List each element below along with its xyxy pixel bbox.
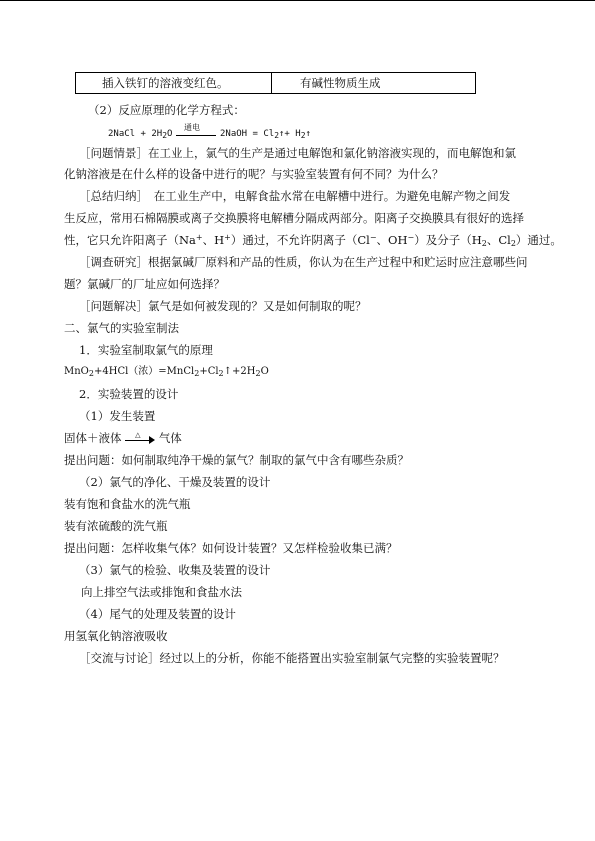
- summary-line-2: 生反应，常用石棉隔膜或离子交换膜将电解槽分隔成两部分。阳离子交换膜具有很好的选择: [64, 211, 524, 225]
- question-2: 提出问题：怎样收集气体？如何设计装置？又怎样检验收集已满？: [64, 541, 398, 555]
- collect-heading: （3）氯气的检验、收集及装置的设计: [79, 563, 271, 577]
- purify-heading: （2）氯气的净化、干燥及装置的设计: [79, 475, 271, 489]
- summary-line-3: 性，它只允许阳离子（Na+、H+）通过，不允许阴离子（Cl−、OH−）及分子（$H_2$、$Cl_2$）通过。: [64, 233, 562, 248]
- problem-solve: ［问题解决］氯气是如何被发现的？又是如何制取的呢？: [79, 299, 367, 313]
- problem-scene-line-1: ［问题情景］在工业上，氯气的生产是通过电解饱和氯化钠溶液实现的，而电解饱和氯: [79, 146, 516, 160]
- result-table-row: [75, 72, 476, 94]
- collect-method: 向上排空气法或排饱和食盐水法: [81, 585, 242, 599]
- eq-left-sub: 2: [162, 131, 168, 140]
- lab-equation: MnO$_2$+4HCl（浓）$=MnCl_2+Cl_2↑+2H_2O$: [64, 366, 269, 378]
- survey-line-1: ［调查研究］根据氯碱厂原料和产品的性质，你认为在生产过程中和贮运时应注意哪些问: [79, 255, 528, 269]
- discussion: ［交流与讨论］经过以上的分析，你能不能搭置出实验室制氯气完整的实验装置呢？: [79, 651, 505, 665]
- heat-arrow: △: [125, 432, 155, 446]
- eq-right: 2NaOH = Cl: [220, 129, 275, 139]
- eq-condition-arrow: [176, 124, 218, 144]
- wash-bottle-brine: 装有饱和食盐水的洗气瓶: [64, 497, 191, 511]
- eq-left-tail: O: [167, 129, 173, 139]
- page-top-border: [0, 0, 595, 1]
- absorb-method: 用氢氧化钠溶液吸收: [64, 629, 168, 643]
- eq-condition: 通电: [184, 123, 200, 132]
- survey-line-2: 题？氯碱厂的厂址应如何选择？: [64, 277, 225, 291]
- tail-gas-heading: （4）尾气的处理及装置的设计: [79, 607, 236, 621]
- generator-heading: （1）发生装置: [79, 409, 156, 423]
- item-1-heading: 1．实验室制取氯气的原理: [79, 343, 213, 357]
- problem-scene-line-2: 化钠溶液是在什么样的设备中进行的呢？与实验室装置有何不同？为什么？: [64, 167, 444, 181]
- question-1: 提出问题：如何制取纯净干燥的氯气？制取的氯气中含有哪些杂质？: [64, 453, 409, 467]
- eq-left: 2NaCl + 2H: [108, 129, 163, 139]
- item-2-heading: 2．实验装置的设计: [79, 387, 179, 401]
- wash-bottle-sulfuric: 装有浓硫酸的洗气瓶: [64, 519, 168, 533]
- solid-liquid-heat-gas: 固体＋液体 △ 气体: [64, 431, 182, 445]
- table-cell-phenomenon: 插入铁钉的溶液变红色。: [76, 73, 272, 93]
- table-cell-conclusion: 有碱性物质生成: [300, 76, 381, 90]
- summary-line-1: ［总结归纳］ 在工业生产中，电解食盐水常在电解槽中进行。为避免电解产物之间发: [79, 189, 511, 203]
- section-2-title: 二、氯气的实验室制法: [64, 321, 179, 335]
- reaction-principle-heading: （2）反应原理的化学方程式：: [88, 103, 245, 117]
